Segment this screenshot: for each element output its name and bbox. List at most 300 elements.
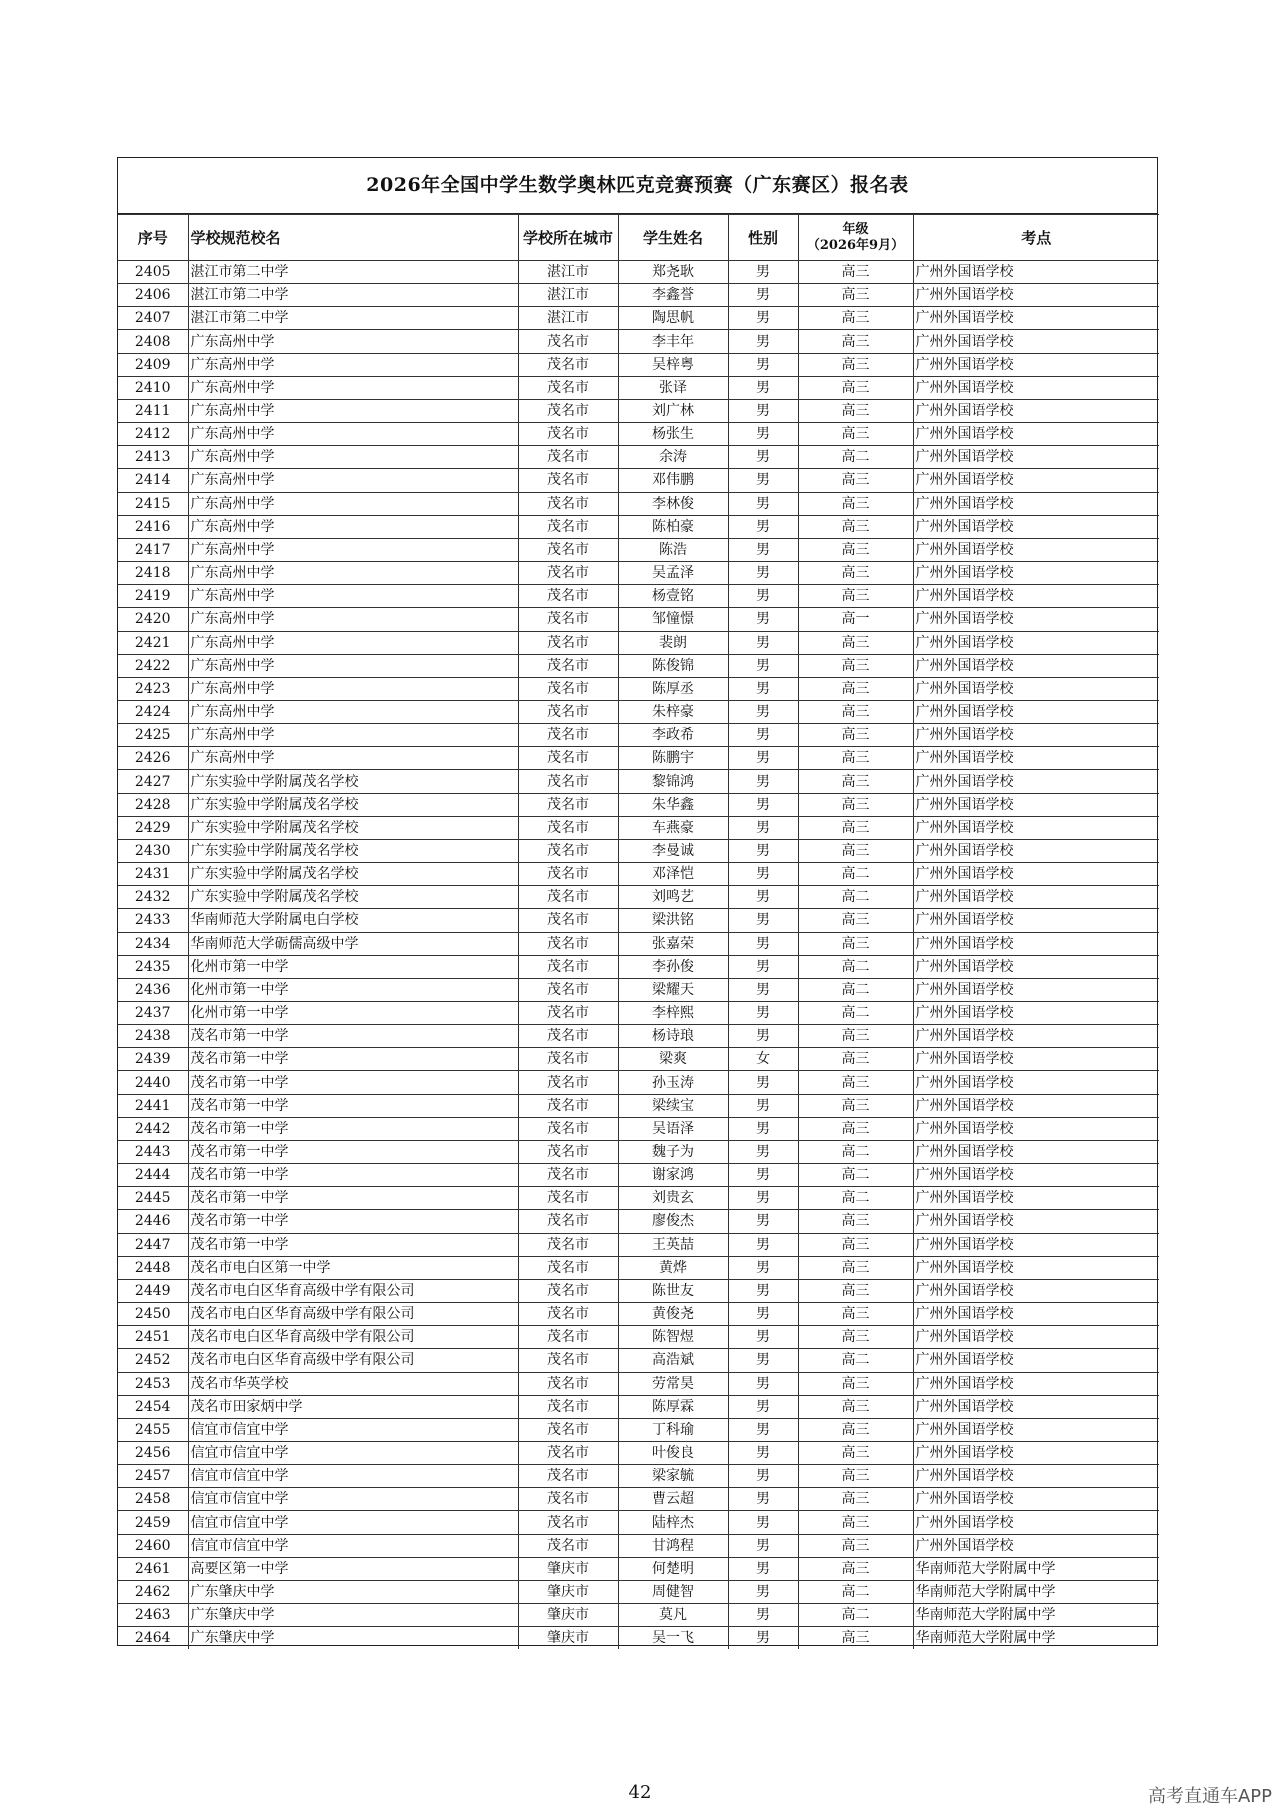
cell-school: 广东高州中学	[188, 562, 518, 585]
cell-grade: 高三	[798, 1048, 913, 1071]
cell-gender: 男	[728, 654, 798, 677]
cell-seq: 2412	[118, 423, 188, 446]
cell-name: 吴孟泽	[618, 562, 728, 585]
table-row	[118, 492, 1159, 515]
cell-grade: 高二	[798, 886, 913, 909]
cell-venue: 广州外国语学校	[913, 307, 1159, 330]
cell-gender: 男	[728, 1580, 798, 1603]
table-row	[118, 261, 1159, 284]
table-row	[118, 816, 1159, 839]
cell-school: 广东高州中学	[188, 353, 518, 376]
table-row	[118, 1187, 1159, 1210]
cell-school: 广东高州中学	[188, 376, 518, 399]
cell-city: 茂名市	[518, 932, 618, 955]
cell-grade: 高三	[798, 307, 913, 330]
cell-venue: 广州外国语学校	[913, 724, 1159, 747]
table-row	[118, 1372, 1159, 1395]
table-row	[118, 1210, 1159, 1233]
cell-school: 高要区第一中学	[188, 1557, 518, 1580]
cell-school: 茂名市田家炳中学	[188, 1395, 518, 1418]
cell-gender: 男	[728, 353, 798, 376]
cell-city: 茂名市	[518, 1303, 618, 1326]
cell-school: 广东高州中学	[188, 492, 518, 515]
cell-school: 广东实验中学附属茂名学校	[188, 816, 518, 839]
cell-city: 茂名市	[518, 1210, 618, 1233]
cell-grade: 高三	[798, 562, 913, 585]
cell-name: 邹憧憬	[618, 608, 728, 631]
cell-gender: 男	[728, 978, 798, 1001]
cell-grade: 高二	[798, 446, 913, 469]
cell-seq: 2463	[118, 1604, 188, 1627]
cell-name: 刘鸣艺	[618, 886, 728, 909]
cell-gender: 男	[728, 955, 798, 978]
table-row	[118, 1395, 1159, 1418]
cell-seq: 2416	[118, 515, 188, 538]
cell-venue: 广州外国语学校	[913, 677, 1159, 700]
header-gender: 性别	[728, 215, 798, 261]
cell-name: 黄俊尧	[618, 1303, 728, 1326]
cell-city: 茂名市	[518, 353, 618, 376]
table-row	[118, 1279, 1159, 1302]
cell-school: 广东肇庆中学	[188, 1627, 518, 1650]
cell-gender: 男	[728, 330, 798, 353]
cell-city: 茂名市	[518, 677, 618, 700]
header-grade	[798, 215, 913, 261]
cell-name: 朱华鑫	[618, 793, 728, 816]
cell-grade: 高三	[798, 585, 913, 608]
cell-school: 广东实验中学附属茂名学校	[188, 793, 518, 816]
cell-name: 陶思帆	[618, 307, 728, 330]
cell-grade: 高一	[798, 608, 913, 631]
cell-gender: 男	[728, 423, 798, 446]
cell-gender: 男	[728, 700, 798, 723]
cell-gender: 男	[728, 307, 798, 330]
table-row	[118, 839, 1159, 862]
cell-gender: 男	[728, 1140, 798, 1163]
cell-name: 梁续宝	[618, 1094, 728, 1117]
cell-name: 梁耀天	[618, 978, 728, 1001]
cell-grade: 高三	[798, 1233, 913, 1256]
table-row	[118, 932, 1159, 955]
cell-name: 吴一飞	[618, 1627, 728, 1650]
cell-seq: 2409	[118, 353, 188, 376]
cell-venue: 广州外国语学校	[913, 1117, 1159, 1140]
cell-seq: 2439	[118, 1048, 188, 1071]
cell-seq: 2464	[118, 1627, 188, 1650]
cell-venue: 广州外国语学校	[913, 515, 1159, 538]
cell-school: 信宜市信宜中学	[188, 1534, 518, 1557]
cell-seq: 2419	[118, 585, 188, 608]
cell-seq: 2422	[118, 654, 188, 677]
table-row	[118, 1002, 1159, 1025]
cell-venue: 华南师范大学附属中学	[913, 1627, 1159, 1650]
cell-city: 茂名市	[518, 1326, 618, 1349]
cell-grade: 高三	[798, 1117, 913, 1140]
cell-seq: 2456	[118, 1441, 188, 1464]
cell-city: 茂名市	[518, 538, 618, 561]
cell-city: 茂名市	[518, 770, 618, 793]
cell-grade: 高三	[798, 700, 913, 723]
cell-school: 茂名市电白区华育高级中学有限公司	[188, 1279, 518, 1302]
cell-seq: 2408	[118, 330, 188, 353]
cell-venue: 广州外国语学校	[913, 1372, 1159, 1395]
cell-school: 广东高州中学	[188, 677, 518, 700]
cell-name: 黎锦鸿	[618, 770, 728, 793]
cell-name: 莫凡	[618, 1604, 728, 1627]
cell-seq: 2445	[118, 1187, 188, 1210]
cell-gender: 男	[728, 1279, 798, 1302]
cell-gender: 男	[728, 261, 798, 284]
registration-table	[118, 214, 1159, 1649]
cell-gender: 男	[728, 469, 798, 492]
cell-school: 广东高州中学	[188, 724, 518, 747]
cell-city: 肇庆市	[518, 1580, 618, 1603]
table-row	[118, 654, 1159, 677]
table-row	[118, 562, 1159, 585]
cell-venue: 广州外国语学校	[913, 1418, 1159, 1441]
cell-name: 车燕豪	[618, 816, 728, 839]
cell-grade: 高二	[798, 1187, 913, 1210]
cell-gender: 男	[728, 1349, 798, 1372]
cell-grade: 高三	[798, 284, 913, 307]
table-title: 2026年全国中学生数学奥林匹克竞赛预赛（广东赛区）报名表	[118, 158, 1157, 214]
table-row	[118, 307, 1159, 330]
cell-grade: 高三	[798, 770, 913, 793]
cell-seq: 2462	[118, 1580, 188, 1603]
cell-school: 广东高州中学	[188, 585, 518, 608]
cell-gender: 男	[728, 1627, 798, 1650]
cell-venue: 广州外国语学校	[913, 1303, 1159, 1326]
cell-seq: 2457	[118, 1465, 188, 1488]
cell-venue: 广州外国语学校	[913, 376, 1159, 399]
cell-name: 杨张生	[618, 423, 728, 446]
cell-gender: 男	[728, 886, 798, 909]
cell-seq: 2425	[118, 724, 188, 747]
cell-name: 陈柏豪	[618, 515, 728, 538]
cell-grade: 高三	[798, 1418, 913, 1441]
cell-seq: 2420	[118, 608, 188, 631]
cell-gender: 男	[728, 585, 798, 608]
cell-school: 茂名市第一中学	[188, 1140, 518, 1163]
cell-name: 魏子为	[618, 1140, 728, 1163]
cell-venue: 广州外国语学校	[913, 770, 1159, 793]
cell-city: 茂名市	[518, 446, 618, 469]
cell-grade: 高三	[798, 1627, 913, 1650]
cell-seq: 2451	[118, 1326, 188, 1349]
table-row	[118, 1094, 1159, 1117]
table-row	[118, 1557, 1159, 1580]
cell-school: 广东肇庆中学	[188, 1580, 518, 1603]
cell-name: 陈浩	[618, 538, 728, 561]
cell-name: 陆梓杰	[618, 1511, 728, 1534]
cell-grade: 高三	[798, 1511, 913, 1534]
cell-venue: 广州外国语学校	[913, 608, 1159, 631]
table-row	[118, 399, 1159, 422]
cell-name: 邓泽恺	[618, 863, 728, 886]
table-row	[118, 955, 1159, 978]
cell-school: 化州市第一中学	[188, 1002, 518, 1025]
cell-grade: 高三	[798, 1441, 913, 1464]
cell-city: 茂名市	[518, 330, 618, 353]
cell-grade: 高三	[798, 1326, 913, 1349]
cell-gender: 女	[728, 1048, 798, 1071]
cell-venue: 华南师范大学附属中学	[913, 1557, 1159, 1580]
cell-venue: 广州外国语学校	[913, 1488, 1159, 1511]
table-row	[118, 376, 1159, 399]
cell-school: 华南师范大学附属电白学校	[188, 909, 518, 932]
cell-seq: 2455	[118, 1418, 188, 1441]
cell-gender: 男	[728, 793, 798, 816]
cell-city: 湛江市	[518, 307, 618, 330]
cell-name: 丁科瑜	[618, 1418, 728, 1441]
cell-school: 茂名市第一中学	[188, 1094, 518, 1117]
cell-city: 茂名市	[518, 1164, 618, 1187]
table-row	[118, 423, 1159, 446]
cell-venue: 广州外国语学校	[913, 538, 1159, 561]
cell-venue: 广州外国语学校	[913, 1349, 1159, 1372]
cell-venue: 广州外国语学校	[913, 978, 1159, 1001]
cell-gender: 男	[728, 932, 798, 955]
cell-seq: 2418	[118, 562, 188, 585]
cell-venue: 广州外国语学校	[913, 816, 1159, 839]
cell-name: 张嘉荣	[618, 932, 728, 955]
cell-grade: 高二	[798, 1349, 913, 1372]
cell-seq: 2429	[118, 816, 188, 839]
cell-name: 甘鸿程	[618, 1534, 728, 1557]
header-grade-sub: （2026年9月）	[806, 237, 905, 253]
cell-gender: 男	[728, 1604, 798, 1627]
table-row	[118, 1511, 1159, 1534]
cell-gender: 男	[728, 399, 798, 422]
cell-city: 茂名市	[518, 1002, 618, 1025]
table-row	[118, 1140, 1159, 1163]
cell-school: 茂名市华英学校	[188, 1372, 518, 1395]
cell-school: 信宜市信宜中学	[188, 1511, 518, 1534]
cell-venue: 广州外国语学校	[913, 1233, 1159, 1256]
cell-venue: 广州外国语学校	[913, 1094, 1159, 1117]
table-row	[118, 1326, 1159, 1349]
table-body	[118, 261, 1159, 1650]
cell-name: 吴语泽	[618, 1117, 728, 1140]
cell-gender: 男	[728, 909, 798, 932]
cell-grade: 高三	[798, 353, 913, 376]
cell-grade: 高三	[798, 816, 913, 839]
table-row	[118, 1164, 1159, 1187]
cell-seq: 2444	[118, 1164, 188, 1187]
table-row	[118, 446, 1159, 469]
cell-city: 茂名市	[518, 724, 618, 747]
cell-venue: 广州外国语学校	[913, 562, 1159, 585]
cell-gender: 男	[728, 1117, 798, 1140]
cell-seq: 2450	[118, 1303, 188, 1326]
table-row	[118, 330, 1159, 353]
cell-seq: 2458	[118, 1488, 188, 1511]
cell-grade: 高二	[798, 863, 913, 886]
cell-seq: 2415	[118, 492, 188, 515]
cell-city: 茂名市	[518, 1372, 618, 1395]
cell-seq: 2414	[118, 469, 188, 492]
cell-gender: 男	[728, 284, 798, 307]
cell-seq: 2426	[118, 747, 188, 770]
cell-grade: 高三	[798, 1025, 913, 1048]
cell-gender: 男	[728, 376, 798, 399]
cell-seq: 2437	[118, 1002, 188, 1025]
cell-seq: 2449	[118, 1279, 188, 1302]
cell-city: 茂名市	[518, 1140, 618, 1163]
cell-name: 李鑫誉	[618, 284, 728, 307]
cell-grade: 高三	[798, 538, 913, 561]
cell-gender: 男	[728, 562, 798, 585]
cell-name: 陈鹏宇	[618, 747, 728, 770]
cell-school: 华南师范大学砺儒高级中学	[188, 932, 518, 955]
cell-school: 茂名市第一中学	[188, 1233, 518, 1256]
cell-name: 余涛	[618, 446, 728, 469]
cell-seq: 2443	[118, 1140, 188, 1163]
table-row	[118, 1604, 1159, 1627]
table-row	[118, 469, 1159, 492]
cell-city: 茂名市	[518, 1465, 618, 1488]
table-row	[118, 1534, 1159, 1557]
cell-name: 陈厚丞	[618, 677, 728, 700]
table-row	[118, 677, 1159, 700]
cell-grade: 高三	[798, 1395, 913, 1418]
cell-venue: 广州外国语学校	[913, 1441, 1159, 1464]
cell-name: 王英喆	[618, 1233, 728, 1256]
cell-seq: 2427	[118, 770, 188, 793]
cell-seq: 2424	[118, 700, 188, 723]
cell-grade: 高三	[798, 1372, 913, 1395]
cell-grade: 高二	[798, 1604, 913, 1627]
table-row	[118, 1048, 1159, 1071]
cell-city: 茂名市	[518, 1071, 618, 1094]
cell-gender: 男	[728, 1534, 798, 1557]
cell-school: 茂名市电白区华育高级中学有限公司	[188, 1303, 518, 1326]
cell-grade: 高三	[798, 399, 913, 422]
cell-seq: 2435	[118, 955, 188, 978]
cell-grade: 高三	[798, 1071, 913, 1094]
cell-school: 茂名市第一中学	[188, 1210, 518, 1233]
cell-school: 广东高州中学	[188, 469, 518, 492]
cell-venue: 广州外国语学校	[913, 654, 1159, 677]
registration-sheet	[117, 157, 1158, 1646]
cell-city: 茂名市	[518, 1395, 618, 1418]
cell-school: 广东高州中学	[188, 654, 518, 677]
cell-school: 广东实验中学附属茂名学校	[188, 863, 518, 886]
cell-gender: 男	[728, 724, 798, 747]
table-row	[118, 1488, 1159, 1511]
cell-city: 肇庆市	[518, 1557, 618, 1580]
cell-grade: 高三	[798, 515, 913, 538]
cell-grade: 高三	[798, 1557, 913, 1580]
cell-venue: 广州外国语学校	[913, 1511, 1159, 1534]
cell-school: 广东高州中学	[188, 538, 518, 561]
cell-school: 茂名市电白区华育高级中学有限公司	[188, 1326, 518, 1349]
cell-venue: 广州外国语学校	[913, 1210, 1159, 1233]
table-row	[118, 909, 1159, 932]
cell-name: 劳常昊	[618, 1372, 728, 1395]
cell-grade: 高二	[798, 1164, 913, 1187]
cell-venue: 华南师范大学附属中学	[913, 1604, 1159, 1627]
cell-name: 孙玉涛	[618, 1071, 728, 1094]
cell-venue: 广州外国语学校	[913, 585, 1159, 608]
cell-seq: 2436	[118, 978, 188, 1001]
cell-grade: 高三	[798, 469, 913, 492]
cell-seq: 2411	[118, 399, 188, 422]
cell-seq: 2434	[118, 932, 188, 955]
cell-city: 茂名市	[518, 631, 618, 654]
cell-seq: 2452	[118, 1349, 188, 1372]
cell-school: 茂名市第一中学	[188, 1071, 518, 1094]
cell-gender: 男	[728, 1094, 798, 1117]
cell-grade: 高三	[798, 1094, 913, 1117]
cell-seq: 2446	[118, 1210, 188, 1233]
cell-seq: 2428	[118, 793, 188, 816]
cell-name: 张译	[618, 376, 728, 399]
cell-venue: 广州外国语学校	[913, 1071, 1159, 1094]
cell-school: 信宜市信宜中学	[188, 1488, 518, 1511]
cell-gender: 男	[728, 446, 798, 469]
cell-name: 李林俊	[618, 492, 728, 515]
table-row	[118, 284, 1159, 307]
cell-name: 李梓熙	[618, 1002, 728, 1025]
cell-venue: 广州外国语学校	[913, 1465, 1159, 1488]
cell-city: 茂名市	[518, 585, 618, 608]
cell-venue: 广州外国语学校	[913, 886, 1159, 909]
cell-gender: 男	[728, 1465, 798, 1488]
cell-name: 曹云超	[618, 1488, 728, 1511]
cell-city: 湛江市	[518, 284, 618, 307]
cell-seq: 2453	[118, 1372, 188, 1395]
cell-school: 广东高州中学	[188, 608, 518, 631]
cell-gender: 男	[728, 1233, 798, 1256]
table-row	[118, 585, 1159, 608]
table-row	[118, 631, 1159, 654]
cell-gender: 男	[728, 515, 798, 538]
table-row	[118, 1117, 1159, 1140]
cell-gender: 男	[728, 816, 798, 839]
cell-seq: 2432	[118, 886, 188, 909]
cell-city: 茂名市	[518, 1511, 618, 1534]
cell-venue: 广州外国语学校	[913, 1187, 1159, 1210]
cell-gender: 男	[728, 677, 798, 700]
cell-seq: 2423	[118, 677, 188, 700]
header-city: 学校所在城市	[518, 215, 618, 261]
cell-school: 茂名市第一中学	[188, 1117, 518, 1140]
cell-seq: 2442	[118, 1117, 188, 1140]
cell-school: 茂名市电白区第一中学	[188, 1256, 518, 1279]
cell-city: 茂名市	[518, 1117, 618, 1140]
cell-name: 黄烨	[618, 1256, 728, 1279]
cell-city: 茂名市	[518, 816, 618, 839]
table-row	[118, 1418, 1159, 1441]
cell-grade: 高三	[798, 1534, 913, 1557]
cell-city: 茂名市	[518, 700, 618, 723]
cell-venue: 广州外国语学校	[913, 284, 1159, 307]
cell-seq: 2431	[118, 863, 188, 886]
cell-grade: 高三	[798, 631, 913, 654]
cell-city: 茂名市	[518, 793, 618, 816]
table-row	[118, 1627, 1159, 1650]
cell-gender: 男	[728, 1256, 798, 1279]
cell-school: 茂名市第一中学	[188, 1048, 518, 1071]
cell-venue: 广州外国语学校	[913, 399, 1159, 422]
watermark: 高考直通车APP	[1147, 1786, 1272, 1807]
cell-seq: 2440	[118, 1071, 188, 1094]
cell-venue: 广州外国语学校	[913, 1140, 1159, 1163]
table-row	[118, 1349, 1159, 1372]
cell-name: 陈智煜	[618, 1326, 728, 1349]
table-row	[118, 1580, 1159, 1603]
